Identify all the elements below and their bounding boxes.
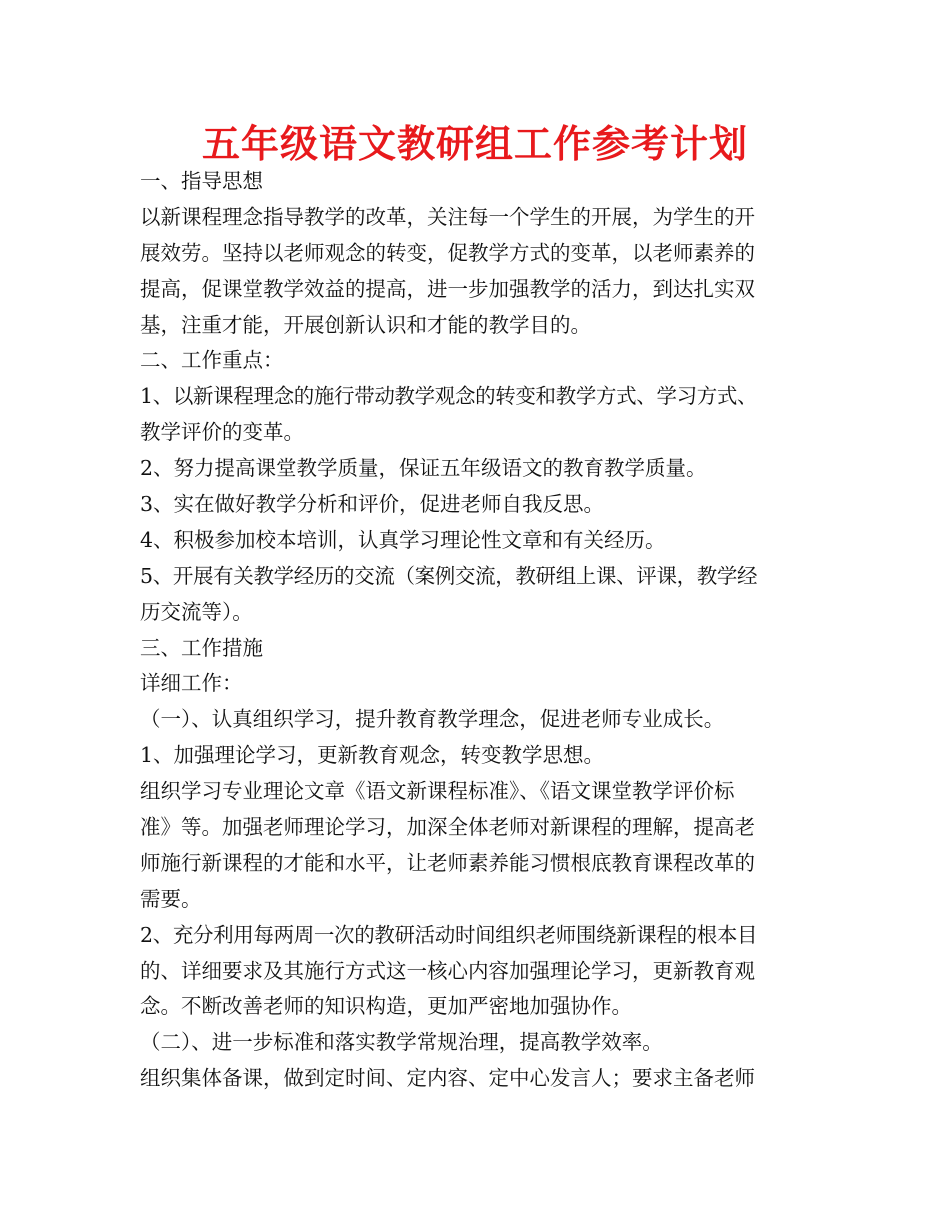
paragraph-line: 需要。 [140, 886, 202, 911]
list-item-5-cont: 历交流等）。 [140, 599, 253, 624]
document-body [140, 164, 816, 1097]
paragraph-line: 师施行新课程的才能和水平，让老师素养能习惯根底教育课程改革的 [140, 850, 755, 875]
heading-work-focus: 二、工作重点： [140, 348, 284, 373]
paragraph-line: 念。不断改善老师的知识构造，更加严密地加强协作。 [140, 994, 632, 1019]
paragraph-line: 提高，促课堂教学效益的提高，进一步加强教学的活力，到达扎实双 [140, 276, 755, 301]
measure-item-1: 1、加强理论学习，更新教育观念，转变教学思想。 [140, 743, 605, 768]
list-item-1-cont: 教学评价的变革。 [140, 420, 304, 445]
document-title: 五年级语文教研组工作参考计划 [201, 121, 748, 166]
paragraph-line: 展效劳。坚持以老师观念的转变，促教学方式的变革，以老师素养的 [140, 240, 755, 265]
paragraph-line: 准》等。加强老师理论学习，加深全体老师对新课程的理解，提高老 [140, 815, 755, 840]
section-two-heading: （二）、进一步标准和落实教学常规治理，提高教学效率。 [140, 1030, 663, 1055]
list-item-1: 1、以新课程理念的施行带动教学观念的转变和教学方式、学习方式、 [140, 384, 758, 409]
paragraph-line: 基，注重才能，开展创新认识和才能的教学目的。 [140, 312, 591, 337]
list-item-2: 2、努力提高课堂教学质量，保证五年级语文的教育教学质量。 [140, 456, 707, 481]
heading-guiding-ideology: 一、指导思想 [140, 169, 263, 193]
paragraph-line: 的、详细要求及其施行方式这一核心内容加强理论学习，更新教育观 [140, 958, 755, 983]
list-item-3: 3、实在做好教学分析和评价，促进老师自我反思。 [140, 492, 605, 517]
paragraph-line: 组织集体备课，做到定时间、定内容、定中心发言人；要求主备老师 [140, 1066, 755, 1091]
heading-work-measures: 三、工作措施 [140, 635, 263, 660]
list-item-4: 4、积极参加校本培训，认真学习理论性文章和有关经历。 [140, 527, 666, 552]
list-item-5: 5、开展有关教学经历的交流（案例交流，教研组上课、评课，教学经 [140, 563, 758, 588]
section-one-heading: （一）、认真组织学习，提升教育教学理念，促进老师专业成长。 [140, 707, 725, 732]
subheading-detailed-work: 详细工作： [140, 671, 243, 696]
paragraph-line: 以新课程理念指导教学的改革，关注每一个学生的开展，为学生的开 [140, 204, 755, 229]
measure-item-2: 2、充分利用每两周一次的教研活动时间组织老师围绕新课程的根本目 [140, 922, 758, 947]
paragraph-line: 组织学习专业理论文章《语文新课程标准》、《语文课堂教学评价标 [140, 779, 735, 804]
